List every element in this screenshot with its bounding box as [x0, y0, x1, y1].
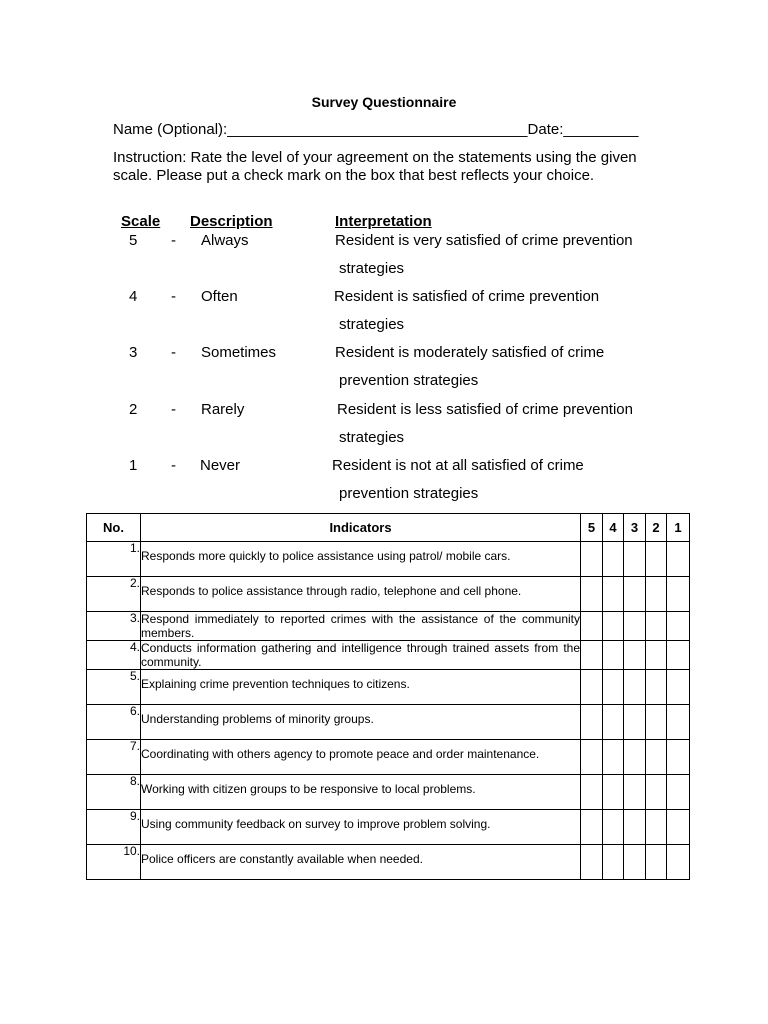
rating-box-4[interactable] — [603, 740, 624, 775]
interp-line: Resident is less satisfied of crime prevention — [337, 401, 633, 418]
scale-row — [0, 457, 768, 513]
rating-box-1[interactable] — [667, 542, 690, 577]
scale-row — [0, 344, 768, 400]
rating-box-3[interactable] — [624, 641, 646, 670]
rating-box-4[interactable] — [603, 641, 624, 670]
scale-interpretation — [332, 452, 652, 508]
rating-box-3[interactable] — [624, 845, 646, 880]
table-header-row — [87, 514, 690, 542]
table-row — [87, 577, 690, 612]
rating-box-1[interactable] — [667, 775, 690, 810]
column-header-1: 1 — [667, 514, 690, 542]
row-number: 4. — [87, 641, 141, 670]
column-header-4: 4 — [603, 514, 624, 542]
rating-box-5[interactable] — [581, 641, 603, 670]
row-number: 9. — [87, 810, 141, 845]
interp-line: strategies — [339, 260, 405, 277]
scale-dash: - — [171, 232, 176, 249]
rating-box-5[interactable] — [581, 705, 603, 740]
row-number: 3. — [87, 612, 141, 641]
scale-interpretation — [334, 283, 654, 339]
rating-box-5[interactable] — [581, 845, 603, 880]
indicator-text: Police officers are constantly available when needed. — [141, 845, 581, 880]
rating-box-2[interactable] — [646, 542, 667, 577]
rating-box-5[interactable] — [581, 810, 603, 845]
rating-box-5[interactable] — [581, 740, 603, 775]
interp-line: Resident is very satisfied of crime prevention — [335, 232, 633, 249]
scale-number: 2 — [129, 401, 138, 418]
interp-line: Resident is satisfied of crime prevention — [334, 288, 600, 305]
rating-box-4[interactable] — [603, 775, 624, 810]
table-row — [87, 845, 690, 880]
rating-box-2[interactable] — [646, 577, 667, 612]
scale-interpretation — [335, 339, 655, 395]
rating-box-3[interactable] — [624, 670, 646, 705]
rating-box-1[interactable] — [667, 612, 690, 641]
row-number: 7. — [87, 740, 141, 775]
scale-dash: - — [171, 401, 176, 418]
indicator-text: Responds to police assistance through radio, telephone and cell phone. — [141, 577, 581, 612]
rating-box-3[interactable] — [624, 577, 646, 612]
description-header: Description — [190, 213, 273, 230]
rating-box-1[interactable] — [667, 670, 690, 705]
scale-dash: - — [171, 457, 176, 474]
rating-box-4[interactable] — [603, 670, 624, 705]
rating-box-3[interactable] — [624, 612, 646, 641]
scale-description: Never — [200, 457, 241, 474]
column-header-5: 5 — [581, 514, 603, 542]
rating-box-4[interactable] — [603, 577, 624, 612]
rating-box-3[interactable] — [624, 740, 646, 775]
rating-box-5[interactable] — [581, 775, 603, 810]
table-row — [87, 670, 690, 705]
indicator-text: Understanding problems of minority groups. — [141, 705, 581, 740]
scale-row — [0, 232, 768, 288]
indicator-text: Using community feedback on survey to improve problem solving. — [141, 810, 581, 845]
scale-description: Sometimes — [201, 344, 277, 361]
row-number: 2. — [87, 577, 141, 612]
rating-box-2[interactable] — [646, 775, 667, 810]
rating-box-4[interactable] — [603, 845, 624, 880]
rating-box-1[interactable] — [667, 641, 690, 670]
rating-box-2[interactable] — [646, 705, 667, 740]
scale-header: Scale — [121, 213, 161, 230]
interp-line: Resident is not at all satisfied of crime — [332, 457, 584, 474]
indicator-text: Responds more quickly to police assistance using patrol/ mobile cars. — [141, 542, 581, 577]
column-header-no: No. — [87, 514, 141, 542]
rating-box-5[interactable] — [581, 542, 603, 577]
rating-box-3[interactable] — [624, 810, 646, 845]
survey-table — [86, 513, 690, 880]
row-number: 1. — [87, 542, 141, 577]
scale-description: Rarely — [201, 401, 245, 418]
row-number: 5. — [87, 670, 141, 705]
rating-box-1[interactable] — [667, 810, 690, 845]
rating-box-4[interactable] — [603, 810, 624, 845]
indicator-text: Conducts information gathering and intelligence through trained assets from the community. — [141, 641, 580, 669]
rating-box-4[interactable] — [603, 612, 624, 641]
scale-dash: - — [171, 288, 176, 305]
row-number: 6. — [87, 705, 141, 740]
row-number: 8. — [87, 775, 141, 810]
scale-number: 5 — [129, 232, 138, 249]
scale-interpretation — [335, 227, 655, 283]
rating-box-3[interactable] — [624, 775, 646, 810]
table-row — [87, 705, 690, 740]
rating-box-5[interactable] — [581, 670, 603, 705]
scale-row — [0, 401, 768, 457]
table-row — [87, 542, 690, 577]
instruction-text: Instruction: Rate the level of your agreement on the statements using the given scale. Please put a check mark on the box that best reflects your choice. — [113, 149, 637, 184]
rating-box-3[interactable] — [624, 542, 646, 577]
name-date-line[interactable]: Name (Optional):____________________________________Date:_________ — [113, 121, 639, 138]
scale-number: 4 — [129, 288, 138, 305]
rating-box-1[interactable] — [667, 705, 690, 740]
scale-number: 1 — [129, 457, 138, 474]
indicator-text: Coordinating with others agency to promote peace and order maintenance. — [141, 740, 581, 775]
interp-line: Resident is moderately satisfied of crime — [335, 344, 605, 361]
column-header-2: 2 — [646, 514, 667, 542]
interp-line: prevention strategies — [339, 372, 479, 389]
rating-box-2[interactable] — [646, 740, 667, 775]
rating-box-4[interactable] — [603, 542, 624, 577]
table-row — [87, 775, 690, 810]
table-row — [87, 740, 690, 775]
indicator-text: Explaining crime prevention techniques to citizens. — [141, 670, 581, 705]
rating-box-5[interactable] — [581, 612, 603, 641]
interpretation-header: Interpretation — [335, 213, 432, 230]
indicator-text: Respond immediately to reported crimes with the assistance of the community members. — [141, 612, 580, 640]
table-row — [87, 612, 690, 641]
scale-dash: - — [171, 344, 176, 361]
table-row — [87, 641, 690, 670]
interp-line: strategies — [339, 316, 405, 333]
rating-box-5[interactable] — [581, 577, 603, 612]
rating-box-2[interactable] — [646, 641, 667, 670]
table-row — [87, 810, 690, 845]
rating-box-2[interactable] — [646, 670, 667, 705]
column-header-indicators: Indicators — [141, 514, 581, 542]
scale-description: Often — [201, 288, 238, 305]
rating-box-1[interactable] — [667, 740, 690, 775]
rating-box-1[interactable] — [667, 577, 690, 612]
page-title: Survey Questionnaire — [311, 94, 457, 110]
row-number: 10. — [87, 845, 141, 880]
scale-row — [0, 288, 768, 344]
interp-line: strategies — [339, 429, 405, 446]
scale-description: Always — [201, 232, 249, 249]
rating-box-2[interactable] — [646, 810, 667, 845]
rating-box-2[interactable] — [646, 612, 667, 641]
rating-box-3[interactable] — [624, 705, 646, 740]
interp-line: prevention strategies — [339, 485, 479, 502]
scale-interpretation — [337, 396, 657, 452]
rating-box-2[interactable] — [646, 845, 667, 880]
rating-box-4[interactable] — [603, 705, 624, 740]
rating-box-1[interactable] — [667, 845, 690, 880]
scale-number: 3 — [129, 344, 138, 361]
column-header-3: 3 — [624, 514, 646, 542]
indicator-text: Working with citizen groups to be responsive to local problems. — [141, 775, 581, 810]
